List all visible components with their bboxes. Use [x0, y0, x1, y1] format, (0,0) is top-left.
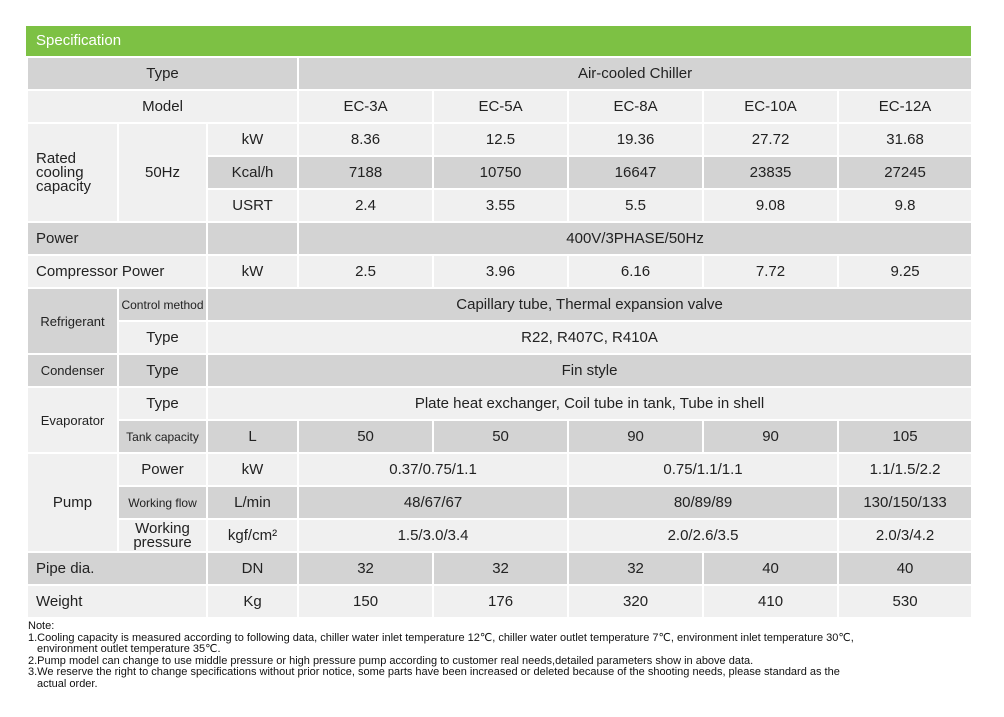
condenser-row: [27, 354, 972, 387]
value-cell: 9.8: [838, 189, 972, 222]
value-cell: 2.4: [298, 189, 433, 222]
unit-cell: USRT: [207, 189, 298, 222]
note-1: 1.Cooling capacity is measured according to following data, chiller water inlet temperature 12℃, chiller water outlet temperature 7℃, environment inlet temperature 30℃,: [28, 631, 854, 644]
type-label: Type: [27, 57, 298, 90]
value-cell: 50: [433, 420, 568, 453]
pipe-label: Pipe dia.: [27, 552, 207, 585]
section-title: Specification: [26, 26, 971, 56]
value-cell: 410: [703, 585, 838, 618]
cooling-kw-row: [27, 123, 972, 156]
condenser-type-label: Type: [118, 354, 207, 387]
value-cell: 40: [838, 552, 972, 585]
value-cell: 23835: [703, 156, 838, 189]
value-cell: 1.1/1.5/2.2: [838, 453, 972, 486]
value-cell: 27245: [838, 156, 972, 189]
model-cell: EC-3A: [298, 90, 433, 123]
weight-row: [27, 585, 972, 618]
working-flow-label: Working flow: [118, 486, 207, 519]
evaporator-type-row: [27, 387, 972, 420]
value-cell: 9.08: [703, 189, 838, 222]
value-cell: 0.75/1.1/1.1: [568, 453, 838, 486]
value-cell: 31.68: [838, 123, 972, 156]
weight-label: Weight: [27, 585, 207, 618]
compressor-label: Compressor Power: [27, 255, 207, 288]
unit-cell: Kg: [207, 585, 298, 618]
value-cell: 32: [568, 552, 703, 585]
refrigerant-type-row: [27, 321, 972, 354]
value-cell: 32: [298, 552, 433, 585]
unit-cell: L: [207, 420, 298, 453]
value-cell: 176: [433, 585, 568, 618]
type-row: [27, 57, 972, 90]
value-cell: 8.36: [298, 123, 433, 156]
value-cell: 0.37/0.75/1.1: [298, 453, 568, 486]
value-cell: 50: [298, 420, 433, 453]
pipe-row: [27, 552, 972, 585]
tank-capacity-label: Tank capacity: [118, 420, 207, 453]
value-cell: 90: [568, 420, 703, 453]
notes: [28, 621, 998, 691]
unit-cell: L/min: [207, 486, 298, 519]
value-cell: 3.96: [433, 255, 568, 288]
type-value: Air-cooled Chiller: [298, 57, 972, 90]
unit-cell: kW: [207, 453, 298, 486]
value-cell: 5.5: [568, 189, 703, 222]
tank-capacity-row: [27, 420, 972, 453]
note-2: 2.Pump model can change to use middle pressure or high pressure pump according to customer real needs,detailed parameters show in above data.: [28, 654, 754, 667]
unit-cell: DN: [207, 552, 298, 585]
value-cell: 130/150/133: [838, 486, 972, 519]
value-cell: 32: [433, 552, 568, 585]
notes-heading: Note:: [28, 620, 55, 632]
spec-table: [26, 56, 973, 619]
model-cell: EC-12A: [838, 90, 972, 123]
unit-cell: kW: [207, 123, 298, 156]
cooling-frequency: 50Hz: [118, 123, 207, 222]
control-method-value: Capillary tube, Thermal expansion valve: [207, 288, 972, 321]
working-pressure-label: Working pressure: [118, 519, 207, 552]
value-cell: 2.0/3/4.2: [838, 519, 972, 552]
condenser-value: Fin style: [207, 354, 972, 387]
value-cell: 150: [298, 585, 433, 618]
value-cell: 2.0/2.6/3.5: [568, 519, 838, 552]
value-cell: 16647: [568, 156, 703, 189]
condenser-label: Condenser: [27, 354, 118, 387]
power-row: [27, 222, 972, 255]
pump-label: Pump: [27, 453, 118, 552]
value-cell: 40: [703, 552, 838, 585]
value-cell: 320: [568, 585, 703, 618]
model-row: [27, 90, 972, 123]
value-cell: 3.55: [433, 189, 568, 222]
value-cell: 1.5/3.0/3.4: [298, 519, 568, 552]
value-cell: 90: [703, 420, 838, 453]
model-cell: EC-8A: [568, 90, 703, 123]
value-cell: 80/89/89: [568, 486, 838, 519]
pump-flow-row: [27, 486, 972, 519]
value-cell: 27.72: [703, 123, 838, 156]
refrigerant-type-label: Type: [118, 321, 207, 354]
refrigerant-type-value: R22, R407C, R410A: [207, 321, 972, 354]
value-cell: 6.16: [568, 255, 703, 288]
value-cell: 48/67/67: [298, 486, 568, 519]
model-label: Model: [27, 90, 298, 123]
power-unit-empty: [207, 222, 298, 255]
value-cell: 19.36: [568, 123, 703, 156]
evaporator-label: Evaporator: [27, 387, 118, 453]
power-value: 400V/3PHASE/50Hz: [298, 222, 972, 255]
model-cell: EC-10A: [703, 90, 838, 123]
unit-cell: Kcal/h: [207, 156, 298, 189]
value-cell: 105: [838, 420, 972, 453]
note-3: 3.We reserve the right to change specifications without prior notice, some parts have been increased or deleted because of the shooting needs, please standard as the: [28, 666, 840, 679]
unit-cell: kW: [207, 255, 298, 288]
spec-sheet: [26, 26, 971, 619]
power-label: Power: [27, 222, 207, 255]
note-3-continued: actual order.: [37, 677, 98, 690]
pump-pressure-row: [27, 519, 972, 552]
model-cell: EC-5A: [433, 90, 568, 123]
value-cell: 530: [838, 585, 972, 618]
unit-cell: kgf/cm²: [207, 519, 298, 552]
refrigerant-control-row: [27, 288, 972, 321]
value-cell: 7188: [298, 156, 433, 189]
cooling-capacity-label: Rated cooling capacity: [27, 123, 118, 222]
value-cell: 7.72: [703, 255, 838, 288]
pump-power-label: Power: [118, 453, 207, 486]
note-1-continued: environment outlet temperature 35℃.: [37, 643, 221, 656]
compressor-row: [27, 255, 972, 288]
evaporator-type-value: Plate heat exchanger, Coil tube in tank, Tube in shell: [207, 387, 972, 420]
pump-power-row: [27, 453, 972, 486]
evaporator-type-label: Type: [118, 387, 207, 420]
value-cell: 10750: [433, 156, 568, 189]
value-cell: 9.25: [838, 255, 972, 288]
refrigerant-label: Refrigerant: [27, 288, 118, 354]
control-method-label: Control method: [118, 288, 207, 321]
value-cell: 2.5: [298, 255, 433, 288]
value-cell: 12.5: [433, 123, 568, 156]
